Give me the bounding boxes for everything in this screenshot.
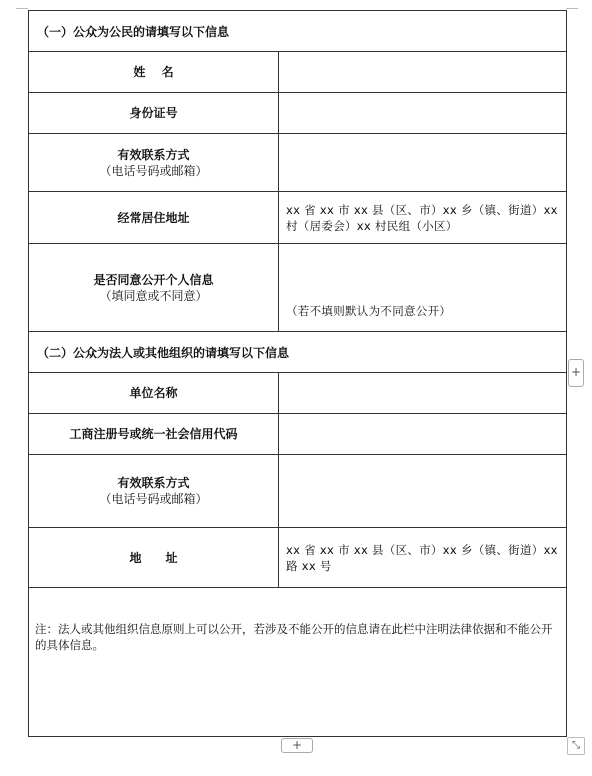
name-input-cell[interactable] [279, 52, 567, 93]
org-name-label-cell [29, 373, 279, 414]
section-header-row [29, 332, 567, 373]
footnote-cell[interactable]: 注：法人或其他组织信息原则上可以公开，若涉及不能公开的信息请在此栏中注明法律依据和不能公开的具体信息。 [29, 588, 567, 737]
org-name-input-cell[interactable] [279, 373, 567, 414]
address-label-cell [29, 192, 279, 244]
consent-default-note: （若不填则默认为不同意公开） [286, 304, 452, 318]
info-form-table [28, 10, 567, 737]
table-resize-handle[interactable]: ⤡ [567, 737, 585, 755]
org-address-input-cell[interactable]: xx 省 xx 市 xx 县（区、市）xx 乡（镇、街道）xx 路 xx 号 [279, 528, 567, 588]
section-header-row [29, 11, 567, 52]
table-row [29, 373, 567, 414]
address-input-cell[interactable]: xx 省 xx 市 xx 县（区、市）xx 乡（镇、街道）xx 村（居委会）xx 村民组（小区） [279, 192, 567, 244]
name-label-cell [29, 52, 279, 93]
id-number-label-cell [29, 93, 279, 134]
id-number-label: 身份证号 [129, 106, 178, 120]
org-address-label: 地 址 [129, 550, 178, 565]
org-contact-input-cell[interactable] [279, 455, 567, 528]
section-2-title: （二）公众为法人或其他组织的请填写以下信息 [29, 332, 567, 373]
org-name-label: 单位名称 [129, 386, 178, 400]
registration-code-input-cell[interactable] [279, 414, 567, 455]
table-row [29, 528, 567, 588]
consent-label-cell [29, 244, 279, 332]
section-1-title: （一）公众为公民的请填写以下信息 [29, 11, 567, 52]
name-label: 姓 名 [133, 65, 174, 79]
table-row [29, 244, 567, 332]
table-row [29, 134, 567, 192]
org-contact-label-cell [29, 455, 279, 528]
table-row [29, 455, 567, 528]
org-contact-sublabel: （电话号码或邮箱） [99, 492, 208, 506]
contact-label: 有效联系方式 [117, 147, 190, 162]
add-row-button[interactable]: + [568, 359, 584, 387]
table-row [29, 52, 567, 93]
crop-mark-top-left [16, 8, 28, 9]
contact-input-cell[interactable] [279, 134, 567, 192]
consent-label: 是否同意公开个人信息 [93, 272, 214, 287]
id-number-input-cell[interactable] [279, 93, 567, 134]
contact-label-cell [29, 134, 279, 192]
document-page [28, 10, 566, 736]
table-row [29, 192, 567, 244]
registration-code-label-cell [29, 414, 279, 455]
org-contact-label: 有效联系方式 [117, 476, 190, 490]
registration-code-label: 工商注册号或统一社会信用代码 [69, 427, 238, 441]
crop-mark-top-right [566, 8, 578, 9]
consent-input-cell[interactable] [279, 244, 567, 332]
address-label: 经常居住地址 [117, 210, 190, 225]
consent-sublabel: （填同意或不同意） [99, 288, 208, 303]
footnote-row [29, 588, 567, 737]
org-address-label-cell [29, 528, 279, 588]
table-row [29, 414, 567, 455]
table-row [29, 93, 567, 134]
add-column-button[interactable]: + [281, 738, 313, 753]
contact-sublabel: （电话号码或邮箱） [99, 163, 208, 178]
